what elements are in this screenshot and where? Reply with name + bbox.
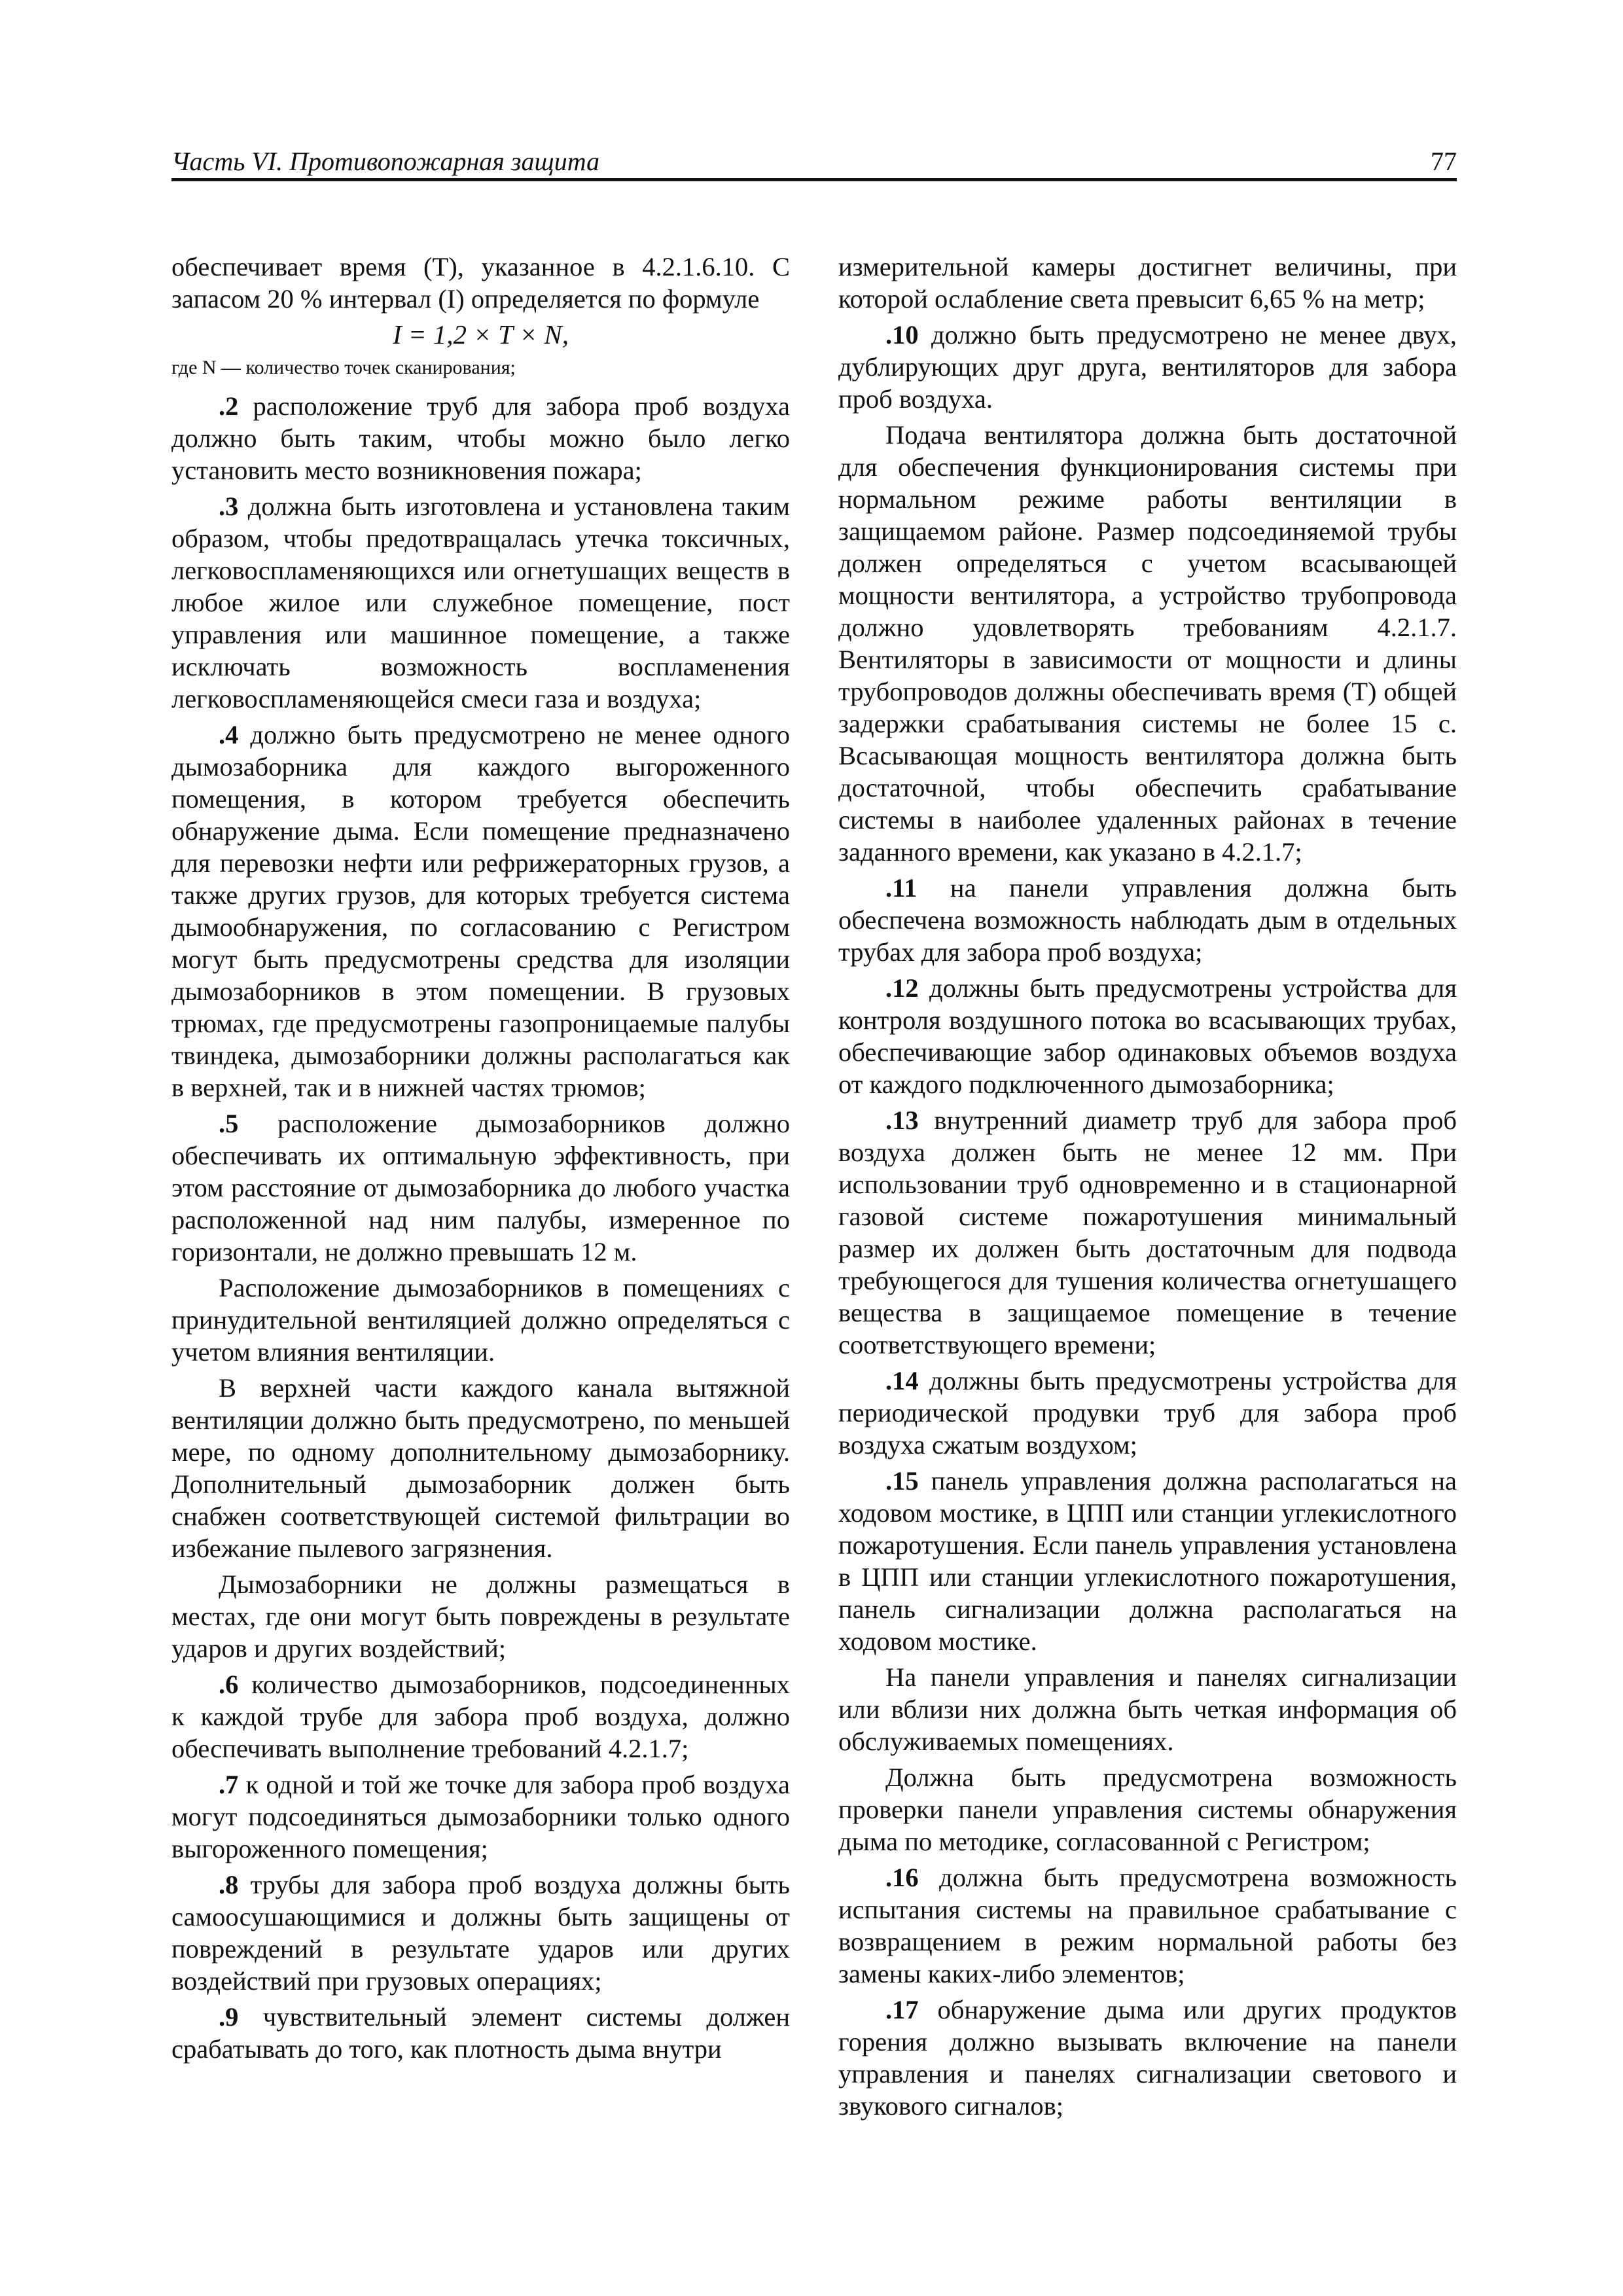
paragraph-continued: измерительной камеры достигнет величины, при которой ослабление света превысит 6,65 % на метр;	[838, 252, 1457, 314]
item-number: .12	[885, 973, 919, 1003]
item-3	[171, 490, 790, 715]
item-text: должны быть предусмотрены устройства для контроля воздушного потока во всасывающих трубах, обеспечивающие забор одинаковых объемов воздуха от каждого подключенного дымозаборника;	[838, 973, 1457, 1099]
item-number: .13	[885, 1105, 919, 1135]
item-10	[838, 319, 1457, 415]
item-6	[171, 1668, 790, 1765]
item-text: расположение дымозаборников должно обеспечивать их оптимальную эффективность, при этом расстояние от дымозаборника до любого участка расположенной над ним палубы, измеренное по горизонтали, не должно превышать 12 м.	[171, 1109, 790, 1266]
item-text: чувствительный элемент системы должен срабатывать до того, как плотность дыма внутри	[171, 2002, 790, 2064]
item-14	[838, 1365, 1457, 1461]
item-number: .6	[219, 1670, 239, 1699]
item-5	[171, 1107, 790, 1268]
item-text: внутренний диаметр труб для забора проб воздуха должен быть не менее 12 мм. При использовании труб одновременно и в стационарной газовой системе пожаротушения минимальный размер их должен быть достаточным для подвода требующегося для тушения количества огнетушащего вещества в защищаемое помещение в течение соответствующего времени;	[838, 1105, 1457, 1359]
item-text: должно быть предусмотрено не менее одного дымозаборника для каждого выгороженного помещения, в котором требуется обеспечить обнаружение дыма. Если помещение предназначено для перевозки нефти или рефрижераторных грузов, а также других грузов, для которых требуется система дымообнаружения, по согласованию с Регистром могут быть предусмотрены средства для изоляции дымозаборников в этом помещении. В грузовых трюмах, где предусмотрены газопроницаемые палубы твиндека, дымозаборники должны располагаться как в верхней, так и в нижней частях трюмов;	[171, 720, 790, 1102]
item-2	[171, 390, 790, 486]
item-number: .7	[219, 1770, 239, 1799]
formula: I = 1,2 × T × N,	[392, 319, 569, 350]
item-number: .16	[885, 1863, 919, 1892]
paragraph: Расположение дымозаборников в помещениях с принудительной вентиляцией должно определяться с учетом влияния вентиляции.	[171, 1273, 790, 1367]
paragraph-continued: обеспечивает время (T), указанное в 4.2.1.6.10. С запасом 20 % интервал (I) определяется по формуле	[171, 252, 790, 314]
item-text: на панели управления должна быть обеспечена возможность наблюдать дым в отдельных трубах для забора проб воздуха;	[838, 873, 1457, 967]
item-number: .8	[219, 1870, 239, 1899]
item-text: обнаружение дыма или других продуктов горения должно вызывать включение на панели управления и панелях сигнализации светового и звукового сигналов;	[838, 1995, 1457, 2121]
item-number: .10	[885, 320, 919, 350]
paragraph: На панели управления и панелях сигнализации или вблизи них должна быть четкая информация об обслуживаемых помещениях.	[838, 1662, 1457, 1756]
item-16	[838, 1861, 1457, 1990]
item-4	[171, 719, 790, 1103]
item-text: количество дымозаборников, подсоединенных к каждой трубе для забора проб воздуха, должно обеспечивать выполнение требований 4.2.1.7;	[171, 1670, 790, 1763]
item-text: расположение труб для забора проб воздуха должно быть таким, чтобы можно было легко установить место возникновения пожара;	[171, 391, 790, 485]
item-text: должно быть предусмотрено не менее двух, дублирующих друг друга, вентиляторов для забора проб воздуха.	[838, 320, 1457, 414]
item-13	[838, 1104, 1457, 1361]
item-9	[171, 2001, 790, 2065]
item-15	[838, 1465, 1457, 1657]
item-number: .4	[219, 720, 239, 749]
paragraph: Дымозаборники не должны размещаться в местах, где они могут быть повреждены в результате ударов и других воздействий;	[171, 1570, 790, 1663]
item-number: .3	[219, 492, 239, 521]
paragraph: Должна быть предусмотрена возможность проверки панели управления системы обнаружения дыма по методике, согласованной с Регистром;	[838, 1763, 1457, 1856]
item-17	[838, 1994, 1457, 2122]
item-number: .11	[885, 873, 918, 903]
item-text: панель управления должна располагаться на ходовом мостике, в ЦПП или станции углекислотного пожаротушения. Если панель управления установлена в ЦПП или станции углекислотного пожаротушения, панель сигнализации должна располагаться на ходовом мостике.	[838, 1466, 1457, 1656]
page-number: 77	[1431, 147, 1457, 176]
item-number: .15	[885, 1466, 919, 1496]
item-12	[838, 972, 1457, 1100]
right-column	[838, 251, 1457, 2126]
item-text: должны быть предусмотрены устройства для периодической продувки труб для забора проб воздуха сжатым воздухом;	[838, 1366, 1457, 1460]
item-number: .9	[219, 2002, 239, 2032]
item-text: к одной и той же точке для забора проб воздуха могут подсоединяться дымозаборники только одного выгороженного помещения;	[171, 1770, 790, 1863]
header-rule	[171, 178, 1457, 181]
item-text: должна быть предусмотрена возможность испытания системы на правильное срабатывание с возвращением в режим нормальной работы без замены каких-либо элементов;	[838, 1863, 1457, 1988]
item-number: .2	[219, 391, 239, 421]
item-number: .14	[885, 1366, 919, 1395]
item-text: должна быть изготовлена и установлена таким образом, чтобы предотвращалась утечка токсичных, легковоспламеняющихся или огнетушащих веществ в любое жилое или служебное помещение, пост управления или машинное помещение, а также исключать возможность воспламенения легковоспламеняющейся смеси газа и воздуха;	[171, 492, 790, 713]
item-7	[171, 1768, 790, 1865]
formula-note: где N — количество точек сканирования;	[171, 357, 516, 378]
item-number: .17	[885, 1995, 919, 2024]
section-title: Часть VI. Противопожарная защита	[171, 147, 600, 176]
left-column	[171, 251, 790, 2069]
paragraph: В верхней части каждого канала вытяжной вентиляции должно быть предусмотрено, по меньшей мере, по одному дополнительному дымозаборнику. Дополнительный дымозаборник должен быть снабжен соответствующей системой фильтрации во избежание пылевого загрязнения.	[171, 1373, 790, 1563]
item-8	[171, 1869, 790, 1997]
paragraph: Подача вентилятора должна быть достаточной для обеспечения функционирования системы при нормальном режиме работы вентиляции в защищаемом районе. Размер подсоединяемой трубы должен определяться с учетом всасывающей мощности вентилятора, а устройство трубопровода должно удовлетворять требованиям 4.2.1.7. Вентиляторы в зависимости от мощности и длины трубопроводов должны обеспечивать время (T) общей задержки срабатывания системы не более 15 с. Всасывающая мощность вентилятора должна быть достаточной, чтобы обеспечить срабатывание системы в наиболее удаленных районах в течение заданного времени, как указано в 4.2.1.7;	[838, 420, 1457, 867]
item-11	[838, 872, 1457, 968]
item-number: .5	[219, 1109, 239, 1138]
item-text: трубы для забора проб воздуха должны быть самоосушающимися и должны быть защищены от повреждений в результате ударов или других воздействий при грузовых операциях;	[171, 1870, 790, 1996]
running-header	[171, 140, 1457, 177]
